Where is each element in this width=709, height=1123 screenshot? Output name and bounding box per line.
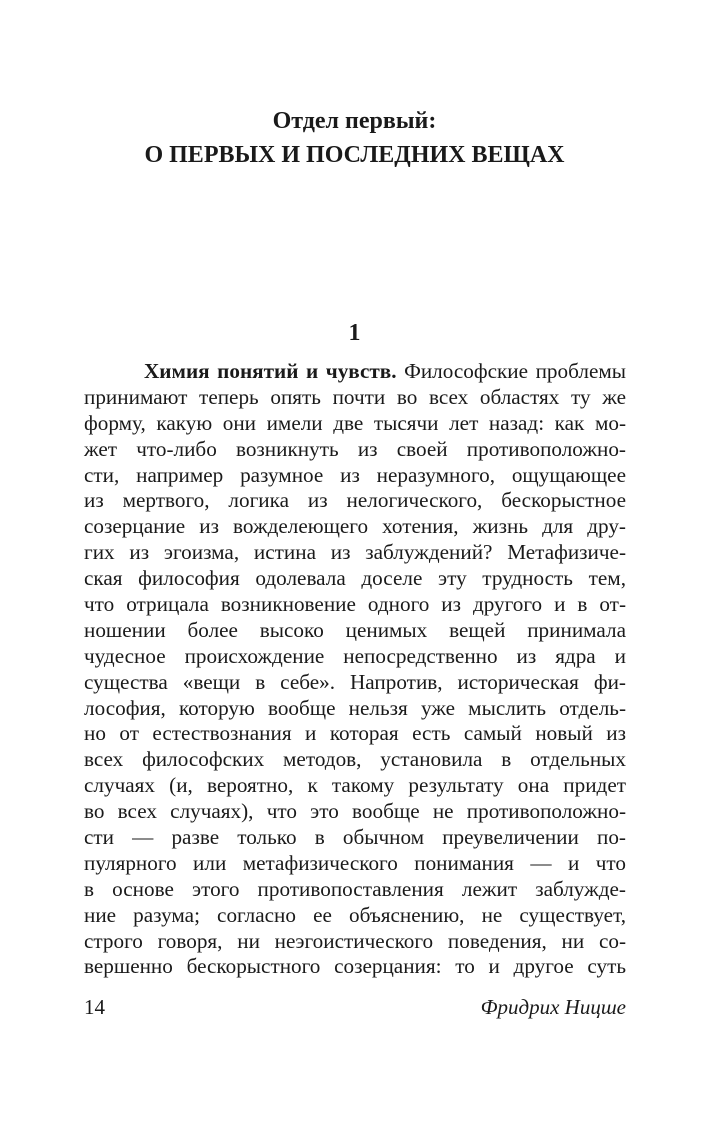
paragraph-line: пулярного или метафизического понимания — и что [84, 850, 626, 875]
paragraph-line: сти — разве только в обычном преувеличении по- [84, 825, 626, 850]
paragraph-first-line [84, 359, 626, 385]
paragraph-line: существа «вещи в себе». Напротив, историческая фи- [84, 669, 626, 694]
paragraph-line: во всех случаях), что это вообще не противоположно- [84, 799, 626, 824]
paragraph-line: сти, например разумное из неразумного, ощущающее [84, 462, 626, 487]
paragraph-line: гих из эгоизма, истина из заблуждений? Метафизиче- [84, 540, 626, 565]
paragraph-line: случаях (и, вероятно, к такому результату она придет [84, 773, 626, 798]
chapter-number: 1 [348, 320, 361, 346]
paragraph-line: Философские проблемы [404, 359, 626, 383]
body-paragraph [84, 359, 626, 980]
paragraph-line: ношении более высоко ценимых вещей принимала [84, 617, 626, 642]
paragraph-line: ние разума; согласно ее объяснению, не существует, [84, 902, 626, 927]
running-author: Фридрих Ницше [480, 995, 626, 1019]
paragraph-line: в основе этого противопоставления лежит заблужде- [84, 876, 626, 901]
lead-in-heading: Химия понятий и чувств. [144, 359, 397, 383]
paragraph-line: лософия, которую вообще нельзя уже мыслить отдель- [84, 695, 626, 720]
paragraph-line: форму, какую они имели две тысячи лет назад: как мо- [84, 410, 626, 435]
paragraph-line: жет что-либо возникнуть из своей противоположно- [84, 436, 626, 461]
section-header [0, 106, 709, 172]
paragraph-line: что отрицала возникновение одного из другого и в от- [84, 592, 626, 617]
section-title: О ПЕРВЫХ И ПОСЛЕДНИХ ВЕЩАХ [144, 142, 565, 168]
paragraph-line: но от естествознания и которая есть самый новый из [84, 721, 626, 746]
paragraph-line: чудесное происхождение непосредственно из ядра и [84, 643, 626, 668]
page-number: 14 [84, 995, 105, 1019]
paragraph-line: строго говоря, ни неэгоистического поведения, ни со- [84, 928, 626, 953]
paragraph-line: вершенно бескорыстного созерцания: то и другое суть [84, 954, 626, 979]
paragraph-line: созерцание из вожделеющего хотения, жизнь для дру- [84, 514, 626, 539]
paragraph-line: из мертвого, логика из нелогического, бескорыстное [84, 488, 626, 513]
paragraph-line: ская философия одолевала доселе эту трудность тем, [84, 566, 626, 591]
section-label: Отдел первый: [272, 108, 437, 134]
paragraph-line: всех философских методов, установила в отдельных [84, 747, 626, 772]
paragraph-line: принимают теперь опять почти во всех областях ту же [84, 384, 626, 409]
